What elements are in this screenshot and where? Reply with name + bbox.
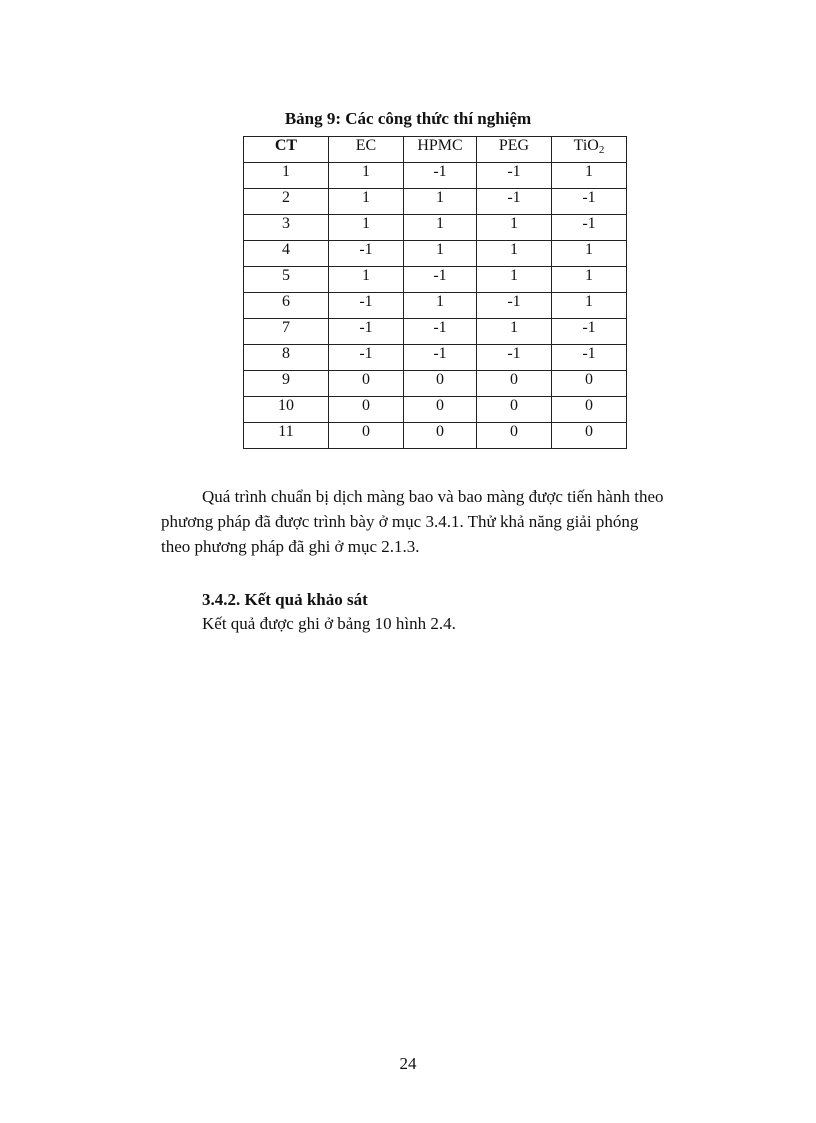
- table-row: [244, 189, 627, 215]
- cell-peg: 1: [477, 267, 552, 293]
- header-hpmc: HPMC: [404, 137, 477, 163]
- table-body: [244, 163, 627, 449]
- cell-hpmc: 0: [404, 397, 477, 423]
- table-caption: Bảng 9: Các công thức thí nghiệm: [284, 109, 532, 128]
- cell-ec: -1: [329, 319, 404, 345]
- cell-peg: 1: [477, 319, 552, 345]
- cell-ec: 0: [329, 397, 404, 423]
- cell-ct: 9: [244, 371, 329, 397]
- body-paragraph: [161, 484, 741, 559]
- cell-hpmc: -1: [404, 267, 477, 293]
- cell-tio2: 1: [552, 163, 627, 189]
- header-peg: PEG: [477, 137, 552, 163]
- cell-hpmc: 1: [404, 241, 477, 267]
- header-tio2: [552, 137, 627, 163]
- cell-ec: -1: [329, 345, 404, 371]
- header-tio2-subscript: 2: [598, 144, 605, 156]
- cell-ec: -1: [329, 293, 404, 319]
- paragraph-line: theo phương pháp đã ghi ở mục 2.1.3.: [161, 537, 420, 556]
- cell-tio2: 0: [552, 423, 627, 449]
- header-ec: EC: [329, 137, 404, 163]
- cell-ct: 2: [244, 189, 329, 215]
- cell-hpmc: 0: [404, 423, 477, 449]
- cell-hpmc: 1: [404, 293, 477, 319]
- formulas-table: [243, 136, 627, 449]
- table-row: [244, 215, 627, 241]
- cell-ec: 0: [329, 423, 404, 449]
- cell-tio2: -1: [552, 215, 627, 241]
- cell-ct: 11: [244, 423, 329, 449]
- table-row: [244, 397, 627, 423]
- cell-hpmc: 0: [404, 371, 477, 397]
- cell-peg: -1: [477, 293, 552, 319]
- table-row: [244, 371, 627, 397]
- table-row: [244, 319, 627, 345]
- cell-ec: 1: [329, 163, 404, 189]
- cell-peg: 1: [477, 215, 552, 241]
- table-row: [244, 267, 627, 293]
- table-row: [244, 293, 627, 319]
- cell-peg: -1: [477, 345, 552, 371]
- paragraph-line: phương pháp đã được trình bày ở mục 3.4.1. Thử khả năng giải phóng: [161, 512, 639, 531]
- cell-hpmc: 1: [404, 215, 477, 241]
- cell-tio2: -1: [552, 189, 627, 215]
- cell-ec: 0: [329, 371, 404, 397]
- cell-tio2: 1: [552, 293, 627, 319]
- cell-ec: 1: [329, 189, 404, 215]
- paragraph-line: Quá trình chuẩn bị dịch màng bao và bao màng được tiến hành theo: [202, 487, 664, 506]
- table-row: [244, 345, 627, 371]
- cell-ct: 4: [244, 241, 329, 267]
- cell-ct: 7: [244, 319, 329, 345]
- cell-peg: 0: [477, 423, 552, 449]
- cell-tio2: 0: [552, 397, 627, 423]
- cell-tio2: 1: [552, 241, 627, 267]
- section-heading: 3.4.2. Kết quả khảo sát: [202, 590, 368, 609]
- cell-tio2: 0: [552, 371, 627, 397]
- table-row: [244, 423, 627, 449]
- cell-peg: 0: [477, 397, 552, 423]
- cell-ct: 6: [244, 293, 329, 319]
- cell-hpmc: -1: [404, 163, 477, 189]
- cell-ec: -1: [329, 241, 404, 267]
- cell-ec: 1: [329, 267, 404, 293]
- cell-ct: 1: [244, 163, 329, 189]
- cell-peg: -1: [477, 189, 552, 215]
- cell-tio2: 1: [552, 267, 627, 293]
- cell-ct: 3: [244, 215, 329, 241]
- cell-hpmc: 1: [404, 189, 477, 215]
- cell-ct: 5: [244, 267, 329, 293]
- section-text: Kết quả được ghi ở bảng 10 hình 2.4.: [202, 614, 456, 633]
- cell-peg: 0: [477, 371, 552, 397]
- table-row: [244, 163, 627, 189]
- cell-peg: -1: [477, 163, 552, 189]
- cell-peg: 1: [477, 241, 552, 267]
- page-number: 24: [399, 1054, 417, 1073]
- cell-hpmc: -1: [404, 319, 477, 345]
- cell-ec: 1: [329, 215, 404, 241]
- cell-ct: 10: [244, 397, 329, 423]
- cell-tio2: -1: [552, 319, 627, 345]
- header-tio2-base: TiO: [573, 137, 599, 154]
- table-row: [244, 241, 627, 267]
- cell-tio2: -1: [552, 345, 627, 371]
- cell-ct: 8: [244, 345, 329, 371]
- cell-hpmc: -1: [404, 345, 477, 371]
- table-header-row: [244, 137, 627, 163]
- header-ct: CT: [244, 137, 329, 163]
